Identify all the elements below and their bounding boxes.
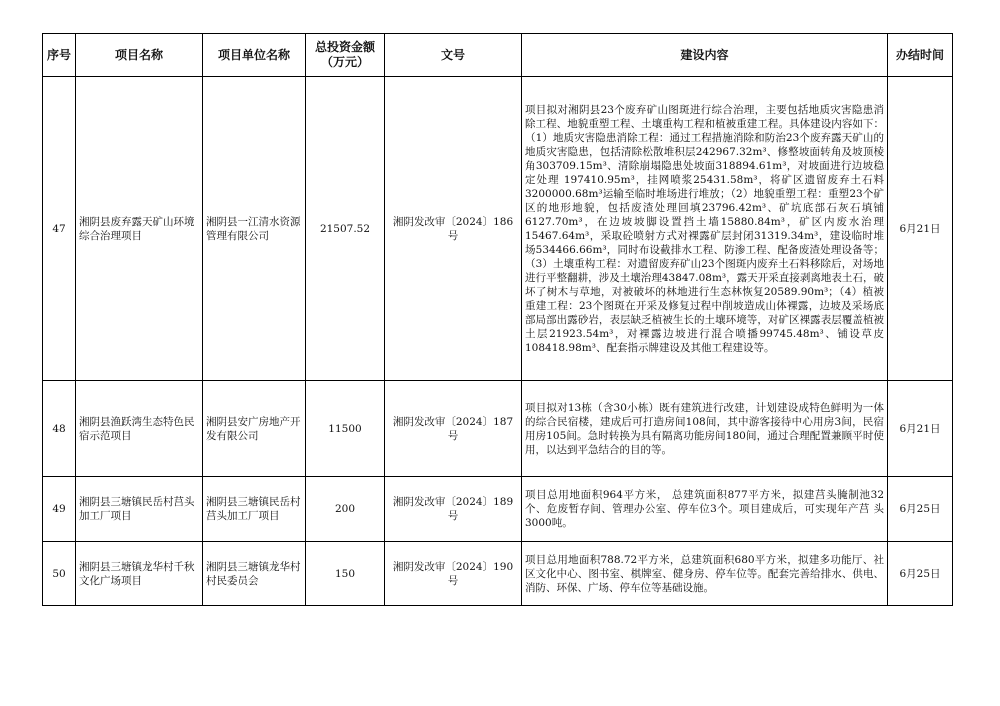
row-seq: 49 [43,477,76,542]
row-date: 6月25日 [888,477,953,542]
table-row [43,77,953,381]
row-unit-name: 湘阴县三塘镇龙华村村民委员会 [203,542,306,606]
table-row [43,381,953,477]
row-project-name: 湘阴县三塘镇龙华村千秋文化广场项目 [76,542,203,606]
header-row [43,34,953,77]
approval-table [42,33,953,606]
header-investment: 总投资金额（万元） [306,34,385,77]
row-unit-name: 湘阴县安广房地产开发有限公司 [203,381,306,477]
row-seq: 50 [43,542,76,606]
row-doc-no: 湘阴发改审〔2024〕189号 [385,477,522,542]
row-unit-name: 湘阴县一江清水资源管理有限公司 [203,77,306,381]
header-content: 建设内容 [522,34,888,77]
row-content: 项目拟对13栋（含30小栋）既有建筑进行改建，计划建设成特色鲜明为一体的综合民宿楼，建成后可打造房间108间，其中游客接待中心用房3间，民宿用房105间。急时转换为具有隔离功能房间180间，通过合理配置兼顾平时使用，以达到平急结合的目的等。 [522,381,888,477]
table-row [43,542,953,606]
row-date: 6月21日 [888,381,953,477]
header-doc-no: 文号 [385,34,522,77]
header-date: 办结时间 [888,34,953,77]
row-date: 6月25日 [888,542,953,606]
row-project-name: 湘阴县三塘镇民岳村莒头加工厂项目 [76,477,203,542]
header-seq: 序号 [43,34,76,77]
header-unit-name: 项目单位名称 [203,34,306,77]
row-content: 项目拟对湘阴县23个废弃矿山图斑进行综合治理，主要包括地质灾害隐患消除工程、地貌重塑工程、土壤重构工程和植被重建工程。具体建设内容如下：（1）地质灾害隐患消除工程：通过工程措施消除和防治23个废弃露天矿山的地质灾害隐患，包括清除松散堆积层242967.32m³、修整坡面转角及坡顶棱角303709.15m³、清除崩塌隐患处坡面318894.61m³，对坡面进行边坡稳定处理 197410.95m³，挂网喷浆25431.58m³，将矿区遗留废弃土石料3200000.68m³运输至临时堆场进行堆放；（2）地貌重塑工程：重塑23个矿区的地形地貌，包括废渣处理回填23796.42m³、矿坑底部石灰石填铺 6127.70m³，在边坡坡脚设置挡土墙15880.84m³，矿区内废水治理15467.64m³，采取砼喷射方式对裸露矿层封闭31319.34m³，建设临时堆场534466.66m³，同时布设截排水工程、防渗工程、配备废渣处理设备等；（3）土壤重构工程：对遗留废弃矿山23个图斑内废弃土石料移除后，对场地进行平整翻耕，涉及土壤治理43847.08m³，露天开采直接剥离地表土石，破坏了树木与草地，对被破坏的林地进行生态林恢复20589.90m³；（4）植被重建工程：23个图斑在开采及修复过程中削坡造成山体裸露，边坡及采场底部局部出露砂岩，表层缺乏植被生长的土壤环境等，对矿区裸露表层覆盖植被土层21923.54m³，对裸露边坡进行混合喷播99745.48m³、铺设草皮108418.98m³、配套指示牌建设及其他工程建设等。 [522,77,888,381]
row-project-name: 湘阴县废弃露天矿山环境综合治理项目 [76,77,203,381]
row-project-name: 湘阴县渔跃湾生态特色民宿示范项目 [76,381,203,477]
row-doc-no: 湘阴发改审〔2024〕190号 [385,542,522,606]
row-investment: 21507.52 [306,77,385,381]
row-seq: 47 [43,77,76,381]
row-date: 6月21日 [888,77,953,381]
row-investment: 150 [306,542,385,606]
row-seq: 48 [43,381,76,477]
header-project-name: 项目名称 [76,34,203,77]
row-content: 项目总用地面积964平方米， 总建筑面积877平方米，拟建莒头腌制池32个、危废暂存间、管理办公室、停车位3个。项目建成后，可实现年产莒 头3000吨。 [522,477,888,542]
row-content: 项目总用地面积788.72平方米，总建筑面积680平方米，拟建多功能厅、社区文化中心、图书室、棋牌室、健身房、停车位等。配套完善给排水、供电、消防、环保、广场、停车位等基础设施。 [522,542,888,606]
row-doc-no: 湘阴发改审〔2024〕186号 [385,77,522,381]
row-investment: 200 [306,477,385,542]
row-doc-no: 湘阴发改审〔2024〕187号 [385,381,522,477]
row-unit-name: 湘阴县三塘镇民岳村莒头加工厂项目 [203,477,306,542]
row-investment: 11500 [306,381,385,477]
table-row [43,477,953,542]
